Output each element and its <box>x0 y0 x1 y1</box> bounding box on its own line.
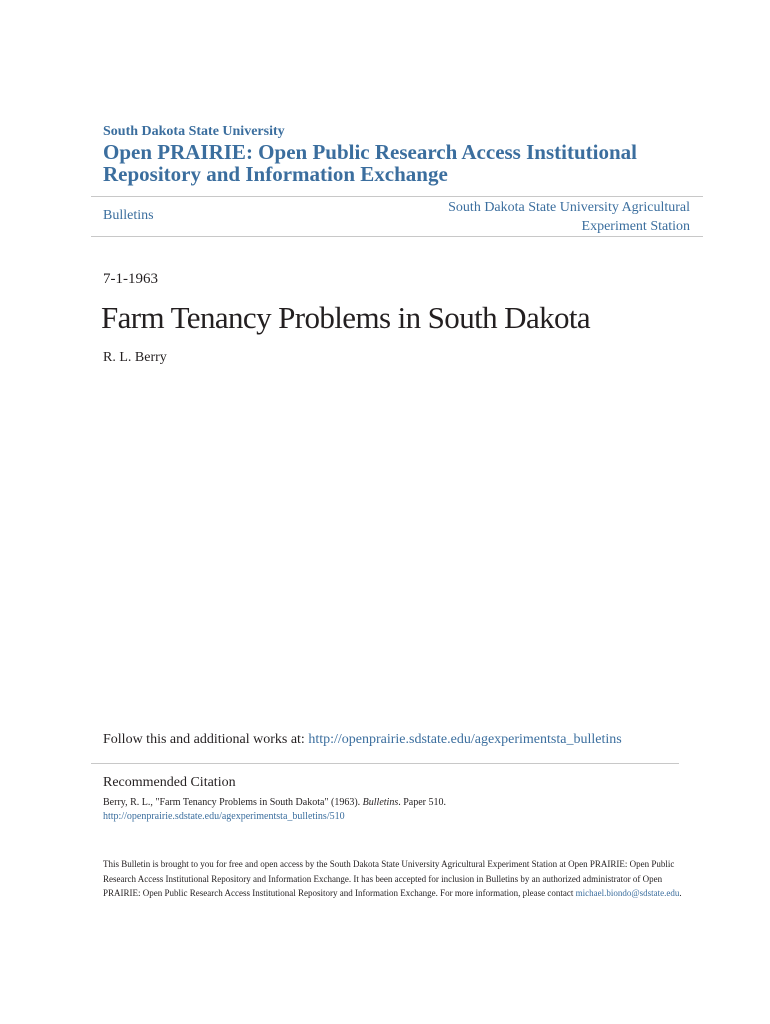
follow-link[interactable]: http://openprairie.sdstate.edu/agexperimentsta_bulletins <box>308 732 622 747</box>
repository-link[interactable]: Open PRAIRIE: Open Public Research Access Institutional Repository and Information Exchange <box>103 140 637 186</box>
repository-title[interactable] <box>103 141 703 185</box>
citation-link[interactable]: http://openprairie.sdstate.edu/agexperimentsta_bulletins/510 <box>103 811 345 822</box>
disclaimer <box>103 857 683 901</box>
institution-link[interactable]: South Dakota State University <box>103 124 285 139</box>
header-divider-bottom <box>91 236 703 237</box>
follow-text: Follow this and additional works at: <box>103 732 309 747</box>
citation-series: Bulletins <box>362 797 399 808</box>
citation-divider <box>91 763 679 764</box>
contact-email-link[interactable]: michael.biondo@sdstate.edu <box>575 888 680 898</box>
publication-date: 7-1-1963 <box>103 271 158 287</box>
citation-paper: . Paper 510. <box>398 797 446 808</box>
disclaimer-end: . <box>679 888 682 898</box>
department-link[interactable]: South Dakota State University Agricultural Experiment Station <box>448 200 690 234</box>
series-link[interactable]: Bulletins <box>103 208 154 223</box>
document-title: Farm Tenancy Problems in South Dakota <box>101 300 591 335</box>
institution-name[interactable] <box>103 124 285 140</box>
author-name: R. L. Berry <box>103 350 167 365</box>
follow-line <box>103 732 622 748</box>
citation-body <box>103 796 683 824</box>
department-label[interactable] <box>390 198 690 236</box>
series-label[interactable] <box>103 208 154 224</box>
citation-heading: Recommended Citation <box>103 775 236 790</box>
disclaimer-text: This Bulletin is brought to you for free and open access by the South Dakota State University Agricultural Experiment Station at Open PRAIRIE: Open Public Research Access Institutional Repository and Information Exchange. It has been accepted for inclusion in Bulletins by an authorized administrator of Open PRAIRIE: Open Public Research Access Institutional Repository and Information Exchange. For more information, please contact <box>103 859 675 898</box>
citation-text: Berry, R. L., "Farm Tenancy Problems in South Dakota" (1963). <box>103 797 363 808</box>
header-divider-top <box>91 196 703 197</box>
